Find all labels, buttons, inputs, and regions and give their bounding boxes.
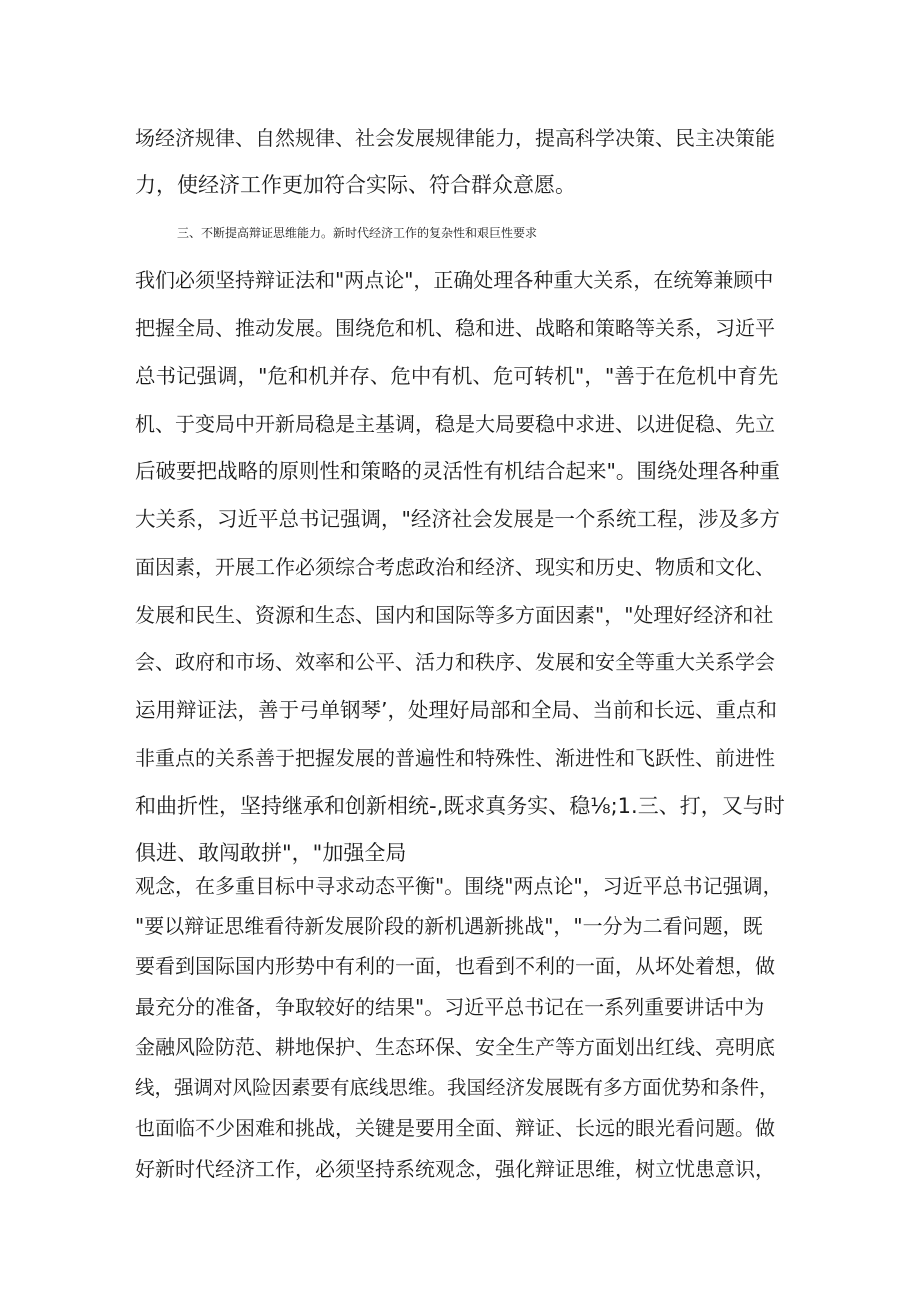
text-line-20: 最充分的准备，争取较好的结果"。习近平总书记在一系列重要讲话中为 (135, 995, 765, 1019)
text-line-16: 俱进、敢闯敢拼"，"加强全局 (135, 841, 407, 865)
text-line-21: 金融风险防范、耕地保护、生态环保、安全生产等方面划出红线、亮明底 (135, 1035, 775, 1059)
text-line-14: 非重点的关系善于把握发展的普遍性和特殊性、渐进性和飞跃性、前进性 (135, 746, 775, 770)
text-line-23: 也面临不少困难和挑战，关键是要用全面、辩证、长远的眼光看问题。做 (135, 1116, 775, 1140)
text-line-8: 后破要把战略的原则性和策略的灵活性有机结合起来"。围绕处理各种重 (135, 459, 780, 483)
text-line-24: 好新时代经济工作，必须坚持系统观念，强化辩证思维，树立忧患意识， (135, 1157, 775, 1181)
paragraph-start-line: 三、不断提高辩证思维能力。新时代经济工作的复杂性和艰巨性要求 (177, 226, 538, 240)
text-line-2: 力，使经济工作更加符合实际、符合群众意愿。 (135, 173, 576, 197)
text-line-17: 观念，在多重目标中寻求动态平衡"。围绕"两点论"，习近平总书记强调， (135, 874, 783, 898)
text-line-18: "要以辩证思维看待新发展阶段的新机遇新挑战"，"一分为二看问题，既 (135, 914, 763, 938)
text-line-19: 要看到国际国内形势中有利的一面，也看到不利的一面，从坏处着想，做 (135, 954, 775, 978)
text-line-1: 场经济规律、自然规律、社会发展规律能力，提高科学决策、民主决策能 (135, 126, 775, 150)
text-line-13: 运用辩证法，善于弓单钢琴’，处理好局部和全局、当前和长远、重点和 (135, 698, 778, 722)
text-line-12: 会、政府和市场、效率和公平、活力和秩序、发展和安全等重大关系学会 (135, 650, 775, 674)
text-line-4: 我们必须坚持辩证法和"两点论"，正确处理各种重大关系，在统筹兼顾中 (135, 268, 774, 292)
text-line-6: 总书记强调，"危和机并存、危中有机、危可转机"，"善于在危机中育先 (135, 364, 779, 388)
text-line-22: 线，强调对风险因素要有底线思维。我国经济发展既有多方面优势和条件， (135, 1076, 779, 1099)
text-line-10: 面因素，开展工作必须综合考虑政治和经济、现实和历史、物质和文化、 (135, 555, 775, 579)
text-line-7: 机、于变局中开新局稳是主基调，稳是大局要稳中求进、以进促稳、先立 (135, 412, 775, 436)
text-line-11: 发展和民生、资源和生态、国内和国际等多方面因素"，"处理好经济和社 (135, 603, 774, 627)
text-line-5: 把握全局、推动发展。围绕危和机、稳和进、战略和策略等关系，习近平 (135, 316, 775, 340)
text-line-9: 大关系，习近平总书记强调，"经济社会发展是一个系统工程，涉及多方 (135, 507, 780, 531)
text-line-15: 和曲折性，坚持继承和创新相统-,既求真务实、稳⅛;1.三、打，又与时 (135, 794, 785, 818)
